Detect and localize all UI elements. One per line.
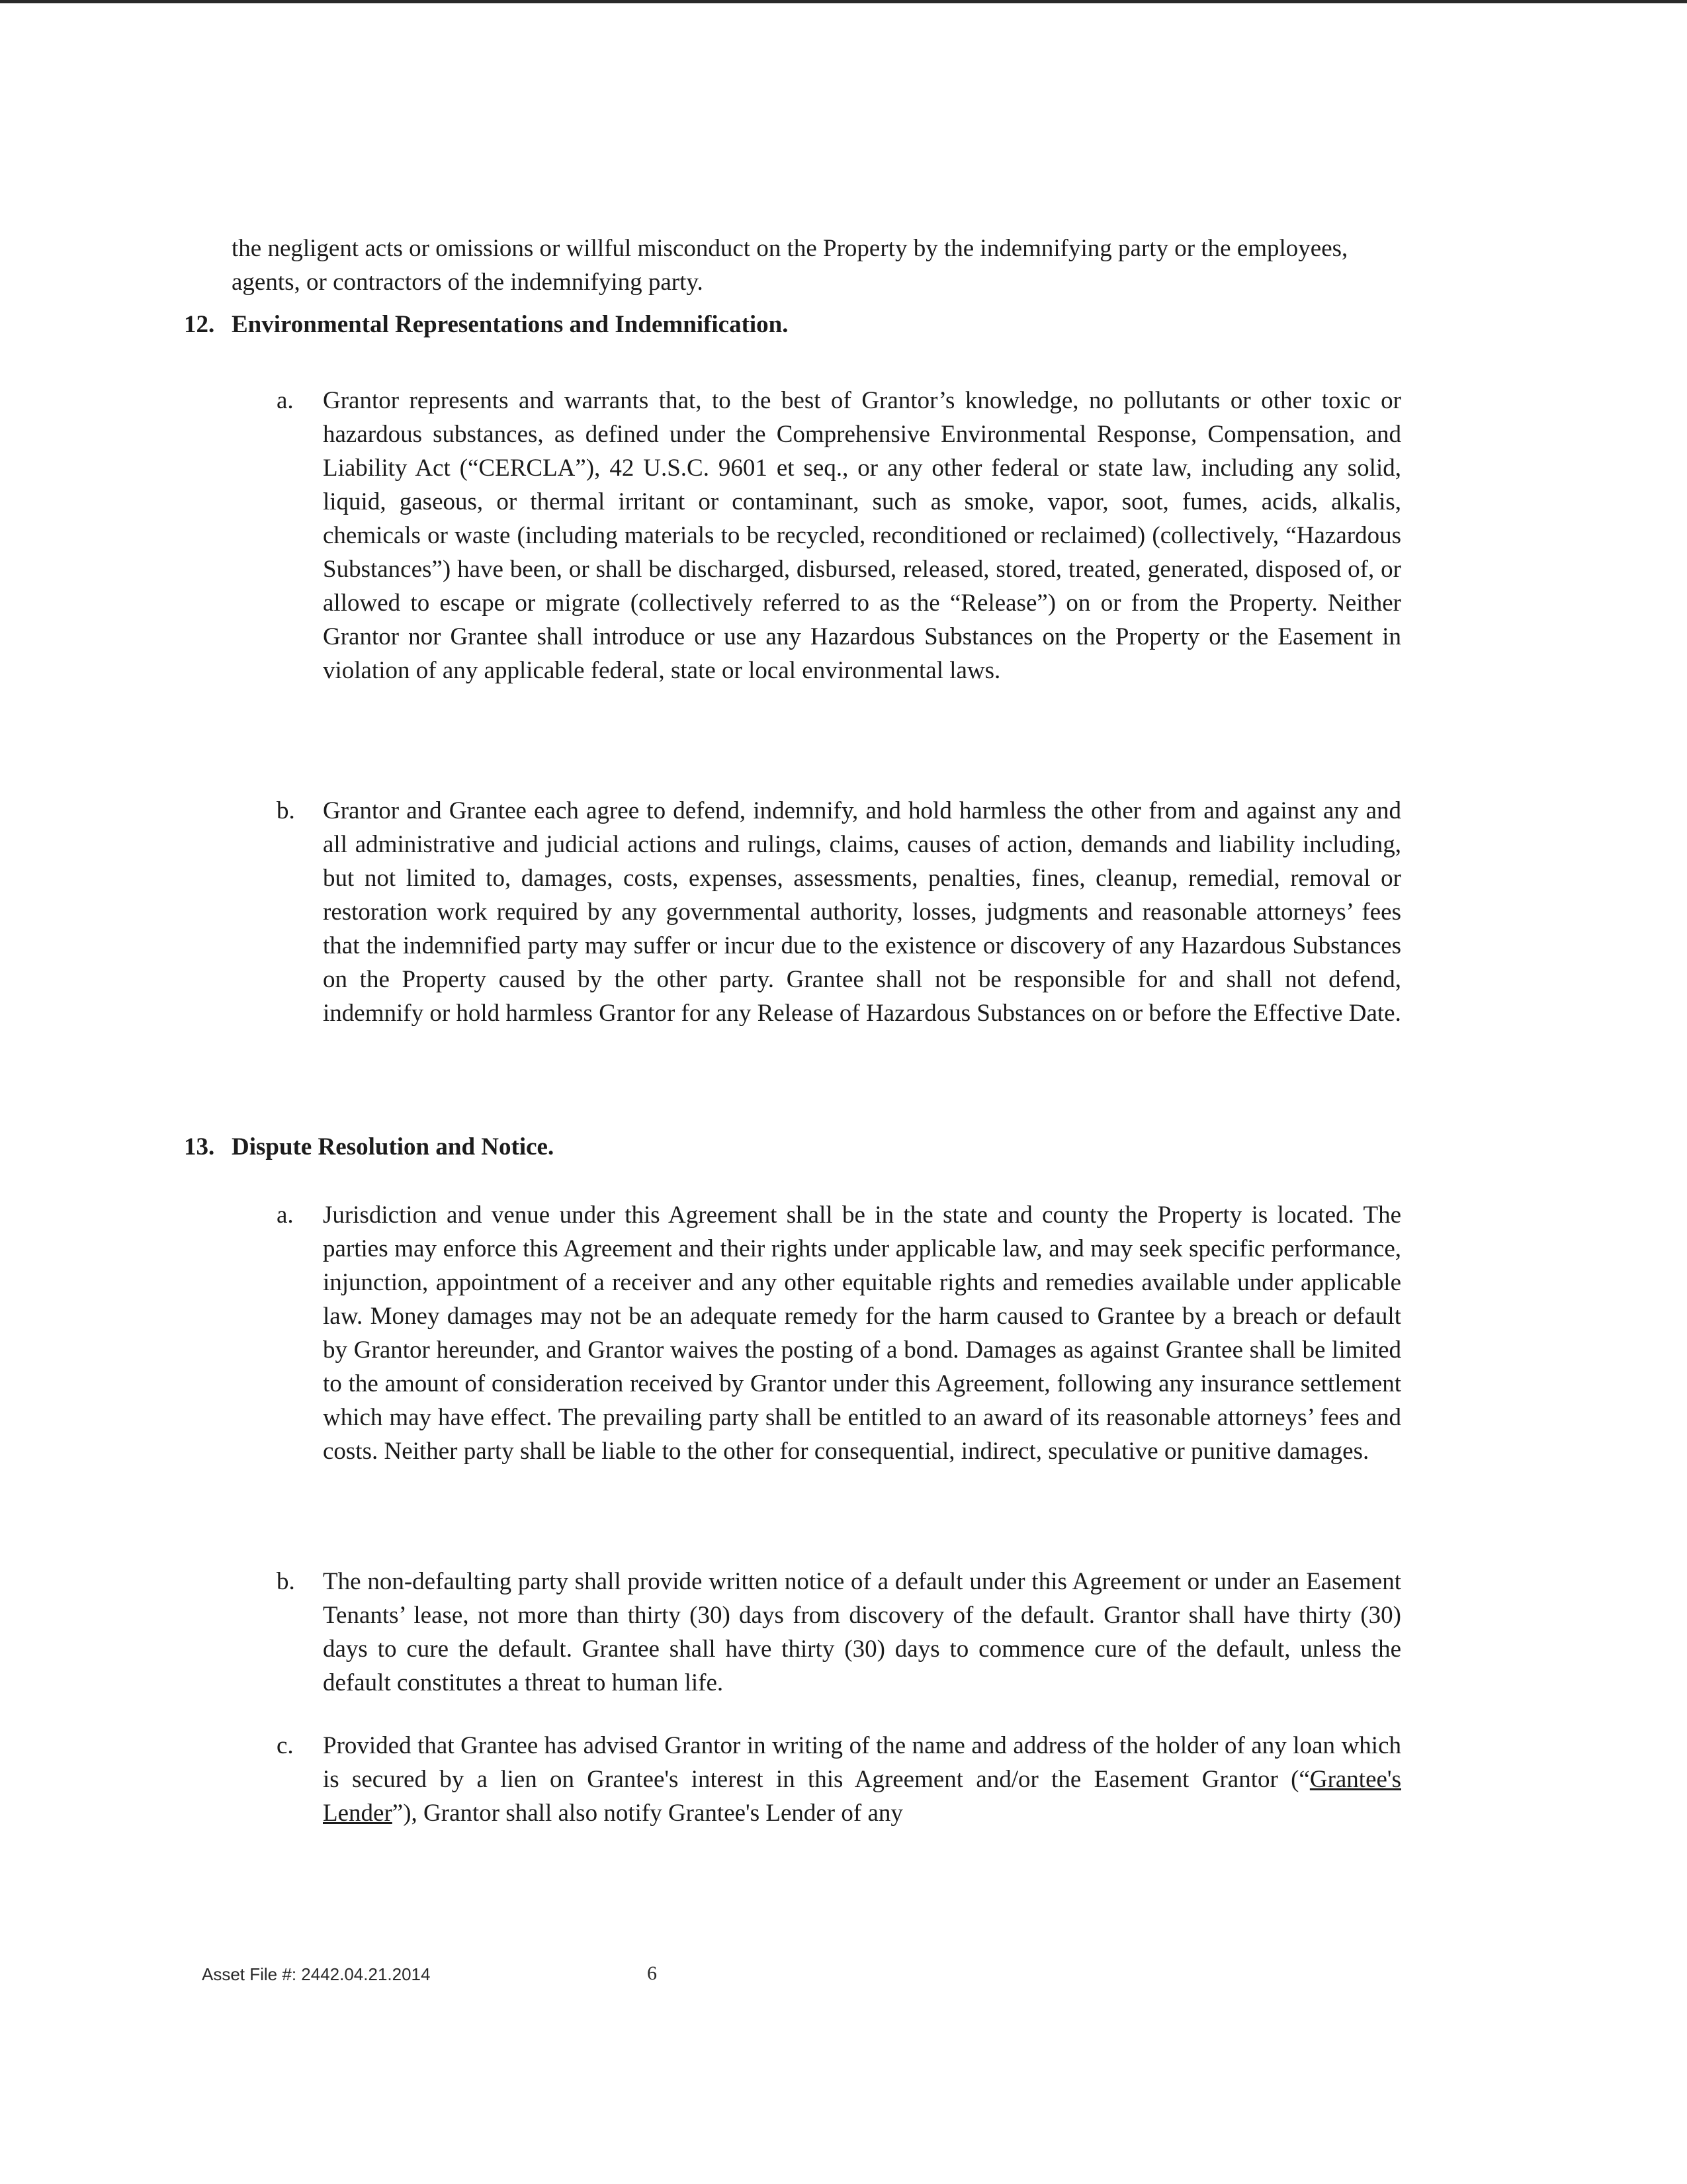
item-text (323, 1729, 1401, 1830)
section-12-item-b (277, 794, 1401, 1030)
section-12-title: Environmental Representations and Indemnification. (232, 311, 789, 338)
section-12-heading (184, 308, 789, 341)
section-13-item-c (277, 1729, 1401, 1830)
item-marker: a. (277, 387, 294, 414)
section-12-number: 12. (184, 311, 215, 338)
section-13-item-a (277, 1198, 1401, 1468)
footer-page-number: 6 (647, 1962, 657, 1984)
item-marker: b. (277, 1568, 295, 1595)
section-13-number: 13. (184, 1133, 215, 1160)
footer-asset-file: Asset File #: 2442.04.21.2014 (202, 1964, 431, 1984)
item-text: The non-defaulting party shall provide written notice of a default under this Agreement or under an Easement Tenants’ lease, not more than thirty (30) days from discovery of the default. Grantor shall have thirty (30) days to cure the default. Grantee shall have thirty (30) days to commence cure of the default, unless the default constitutes a threat to human life. (323, 1568, 1401, 1696)
item-text: Grantor and Grantee each agree to defend, indemnify, and hold harmless the other from and against any and all administrative and judicial actions and rulings, claims, causes of action, demands and liability including, but not limited to, damages, costs, expenses, assessments, penalties, fines, cleanup, remedial, removal or restoration work required by any governmental authority, losses, judgments and reasonable attorneys’ fees that the indemnified party may suffer or incur due to the existence or discovery of any Hazardous Substances on the Property caused by the other party. Grantee shall not be responsible for and shall not defend, indemnify or hold harmless Grantor for any Release of Hazardous Substances on or before the Effective Date. (323, 797, 1401, 1027)
item-marker: a. (277, 1201, 294, 1229)
section-12-item-a (277, 384, 1401, 687)
item-marker: c. (277, 1732, 294, 1759)
item-text-before: Provided that Grantee has advised Grantor in writing of the name and address of the holder of any loan which is secured by a lien on Grantee's interest in this Agreement and/or the Easement Grantor (“ (323, 1732, 1401, 1793)
section-13-title: Dispute Resolution and Notice. (232, 1133, 554, 1160)
section-13-item-b (277, 1565, 1401, 1700)
page-top-border (0, 0, 1687, 3)
defined-term-grantees-lender: Grantee's Lender (323, 1766, 1401, 1827)
item-marker: b. (277, 797, 295, 824)
item-text: Jurisdiction and venue under this Agreement shall be in the state and county the Property is located. The parties may enforce this Agreement and their rights under applicable law, and may seek specific performance, injunction, appointment of a receiver and any other equitable rights and remedies available under applicable law. Money damages may not be an adequate remedy for the harm caused to Grantee by a breach or default by Grantor hereunder, and Grantor waives the posting of a bond. Damages as against Grantee shall be limited to the amount of consideration received by Grantor under this Agreement, following any insurance settlement which may have effect. The prevailing party shall be entitled to an award of its reasonable attorneys’ fees and costs. Neither party shall be liable to the other for consequential, indirect, speculative or punitive damages. (323, 1201, 1401, 1465)
section-13-heading (184, 1130, 554, 1164)
item-text: Grantor represents and warrants that, to the best of Grantor’s knowledge, no pollutants or other toxic or hazardous substances, as defined under the Comprehensive Environmental Response, Compensation, and Liability Act (“CERCLA”), 42 U.S.C. 9601 et seq., or any other federal or state law, including any solid, liquid, gaseous, or thermal irritant or contaminant, such as smoke, vapor, soot, fumes, acids, alkalis, chemicals or waste (including materials to be recycled, reconditioned or reclaimed) (collectively, “Hazardous Substances”) have been, or shall be discharged, disbursed, released, stored, treated, generated, disposed of, or allowed to escape or migrate (collectively referred to as the “Release”) on or from the Property. Neither Grantor nor Grantee shall introduce or use any Hazardous Substances on the Property or the Easement in violation of any applicable federal, state or local environmental laws. (323, 387, 1401, 684)
item-text-after: ”), Grantor shall also notify Grantee's Lender of any (392, 1800, 903, 1827)
continuation-paragraph: the negligent acts or omissions or willful misconduct on the Property by the indemnifying party or the employees, agents, or contractors of the indemnifying party. (232, 235, 1348, 296)
